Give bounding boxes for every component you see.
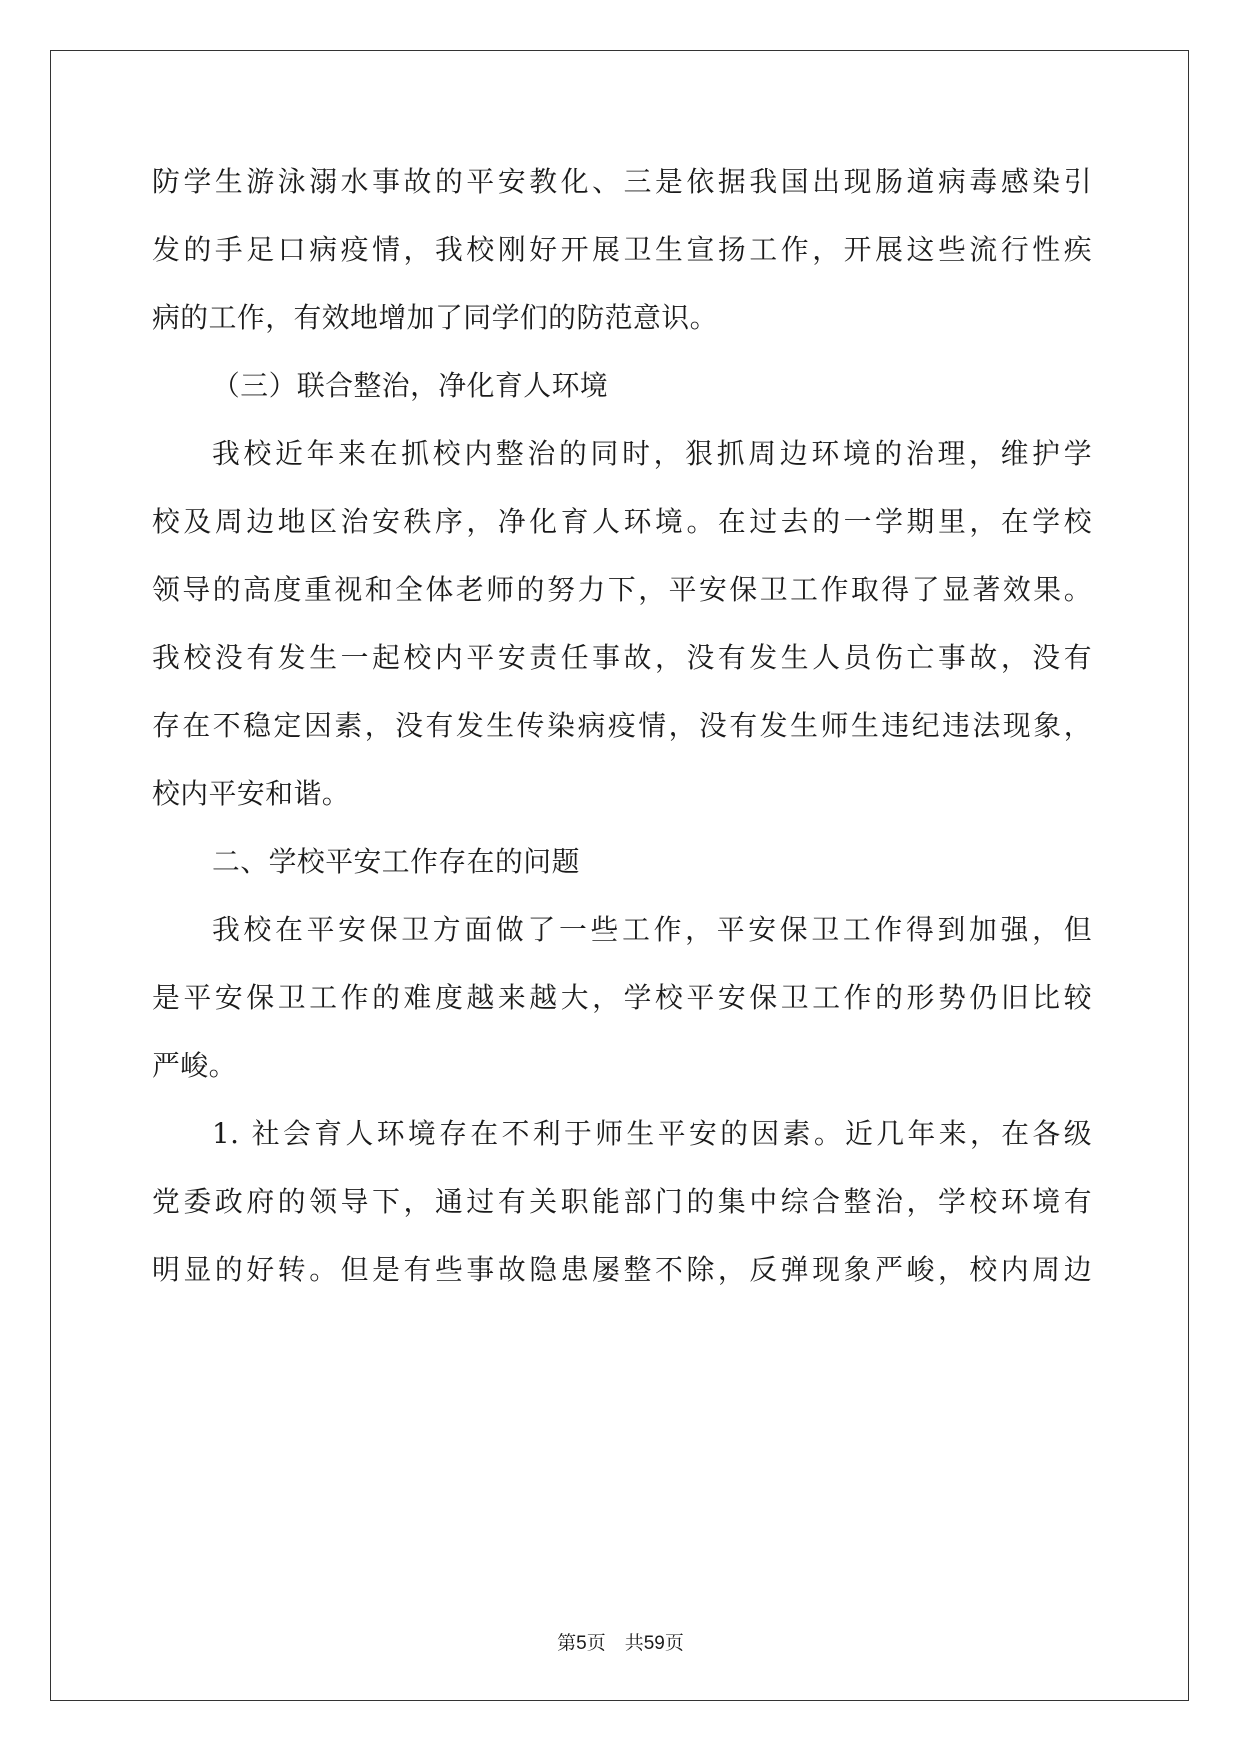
text-line: 病的工作，有效地增加了同学们的防范意识。 (152, 301, 718, 334)
text-line: 明显的好转。但是有些事故隐患屡整不除，反弹现象严峻，校内周边 (152, 1253, 1092, 1286)
text-line: 领导的高度重视和全体老师的努力下，平安保卫工作取得了显著效果。 (152, 573, 1092, 606)
page-current-number: 5 (576, 1633, 587, 1654)
section-heading: （三）联合整治，净化育人环境 (212, 369, 609, 402)
text-line: 我校近年来在抓校内整治的同时，狠抓周边环境的治理，维护学 (212, 437, 1092, 470)
section-heading: 二、学校平安工作存在的问题 (212, 845, 580, 878)
text-line: 发的手足口病疫情，我校刚好开展卫生宣扬工作，开展这些流行性疾 (152, 233, 1092, 266)
text-line: 校内平安和谐。 (152, 777, 351, 810)
text-line: 是平安保卫工作的难度越来越大，学校平安保卫工作的形势仍旧比较 (152, 981, 1092, 1014)
text-line: 我校在平安保卫方面做了一些工作，平安保卫工作得到加强，但 (212, 913, 1092, 946)
text-line: 防学生游泳溺水事故的平安教化、三是依据我国出现肠道病毒感染引 (152, 165, 1092, 198)
text-line: 存在不稳定因素，没有发生传染病疫情，没有发生师生违纪违法现象， (152, 709, 1092, 742)
page-suffix: 页 (664, 1632, 684, 1654)
page-total-number: 59 (643, 1633, 665, 1654)
page-mid: 页 共 (586, 1632, 644, 1654)
text-line: 党委政府的领导下，通过有关职能部门的集中综合整治，学校环境有 (152, 1185, 1092, 1218)
text-line: 1. 社会育人环境存在不利于师生平安的因素。近几年来，在各级 (212, 1117, 1092, 1150)
text-line: 校及周边地区治安秩序，净化育人环境。在过去的一学期里，在学校 (152, 505, 1092, 538)
page-prefix: 第 (557, 1632, 577, 1654)
text-line: 我校没有发生一起校内平安责任事故，没有发生人员伤亡事故，没有 (152, 641, 1092, 674)
text-line: 严峻。 (152, 1049, 237, 1082)
page-footer (0, 1628, 1241, 1655)
